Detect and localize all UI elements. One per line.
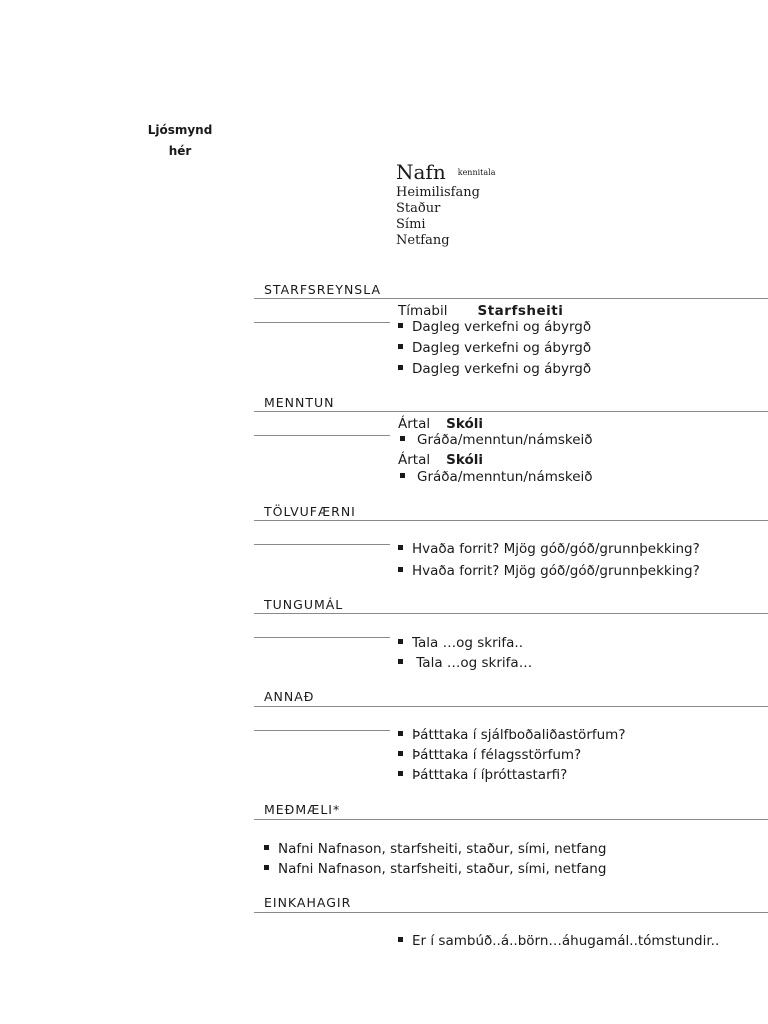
section-rule (254, 819, 768, 820)
bullet-icon (398, 751, 403, 756)
bullet-icon (398, 771, 403, 776)
photo-line-2: hér (168, 144, 192, 158)
list-item (398, 726, 626, 744)
contact-kennitala: kennitala (457, 168, 496, 177)
section-title-experience: STARFSREYNSLA (264, 282, 382, 297)
bullet-icon (400, 436, 405, 441)
bullet-icon (398, 344, 403, 349)
list-item (398, 318, 591, 336)
section-subrule (254, 544, 390, 545)
section-title-computer: TÖLVUFÆRNI (264, 504, 356, 519)
bullet-icon (398, 639, 403, 644)
contact-email: Netfang (396, 233, 450, 248)
section-rule (254, 411, 768, 412)
list-item (398, 540, 700, 558)
other-item: Þátttaka í íþróttastarfi? (412, 767, 568, 783)
other-item: Þátttaka í sjálfboðaliðastörfum? (412, 727, 626, 743)
list-item (398, 431, 593, 449)
language-item: Tala …og skrifa… (412, 655, 533, 671)
list-item (398, 746, 581, 764)
education-year: Ártal (398, 452, 431, 468)
list-item (398, 562, 700, 580)
computer-skill: Hvaða forrit? Mjög góð/góð/grunnþekking? (412, 563, 700, 579)
contact-phone: Sími (396, 217, 426, 232)
section-title-education: MENNTUN (264, 395, 335, 410)
section-rule (254, 613, 768, 614)
education-entry-header (398, 451, 483, 469)
education-year: Ártal (398, 416, 431, 432)
list-item (264, 860, 606, 878)
list-item (398, 339, 591, 357)
contact-place: Staður (396, 201, 441, 216)
bullet-icon (398, 545, 403, 550)
section-rule (254, 520, 768, 521)
section-rule (254, 706, 768, 707)
section-title-languages: TUNGUMÁL (264, 597, 344, 612)
list-item (264, 840, 606, 858)
contact-address: Heimilisfang (396, 185, 480, 200)
section-subrule (254, 435, 390, 436)
bullet-icon (264, 865, 269, 870)
computer-skill: Hvaða forrit? Mjög góð/góð/grunnþekking? (412, 541, 700, 557)
language-item: Tala …og skrifa.. (412, 635, 523, 651)
section-title-personal: EINKAHAGIR (264, 895, 352, 910)
bullet-icon (398, 567, 403, 572)
personal-item: Er í sambúð..á..börn…áhugamál..tómstundir.. (412, 933, 720, 949)
list-item (398, 360, 591, 378)
photo-placeholder (140, 120, 220, 162)
reference-item: Nafni Nafnason, starfsheiti, staður, sími, netfang (278, 841, 607, 857)
section-subrule (254, 730, 390, 731)
bullet-icon (264, 845, 269, 850)
bullet-icon (398, 365, 403, 370)
bullet-icon (400, 473, 405, 478)
section-title-references: MEÐMÆLI* (264, 802, 341, 817)
contact-block (396, 160, 495, 249)
list-item (398, 654, 532, 672)
experience-job-title: Starfsheiti (477, 303, 564, 319)
bullet-icon (398, 731, 403, 736)
list-item (398, 766, 567, 784)
list-item (398, 932, 719, 950)
photo-line-1: Ljósmynd (147, 123, 213, 137)
reference-item: Nafni Nafnason, starfsheiti, staður, sími, netfang (278, 861, 607, 877)
experience-period: Tímabil (398, 303, 448, 319)
section-subrule (254, 637, 390, 638)
list-item (398, 634, 523, 652)
contact-name-row (396, 160, 495, 185)
education-school: Skóli (446, 416, 483, 432)
list-item (398, 468, 593, 486)
section-rule (254, 912, 768, 913)
section-rule (254, 298, 768, 299)
education-degree: Gráða/menntun/námskeið (417, 469, 593, 485)
bullet-icon (398, 659, 403, 664)
education-degree: Gráða/menntun/námskeið (417, 432, 593, 448)
other-item: Þátttaka í félagsstörfum? (412, 747, 582, 763)
duty-text: Dagleg verkefni og ábyrgð (412, 361, 592, 377)
education-school: Skóli (446, 452, 483, 468)
contact-name: Nafn (396, 160, 446, 184)
duty-text: Dagleg verkefni og ábyrgð (412, 340, 592, 356)
duty-text: Dagleg verkefni og ábyrgð (412, 319, 592, 335)
bullet-icon (398, 937, 403, 942)
bullet-icon (398, 323, 403, 328)
section-subrule (254, 322, 390, 323)
section-title-other: ANNAÐ (264, 689, 315, 704)
